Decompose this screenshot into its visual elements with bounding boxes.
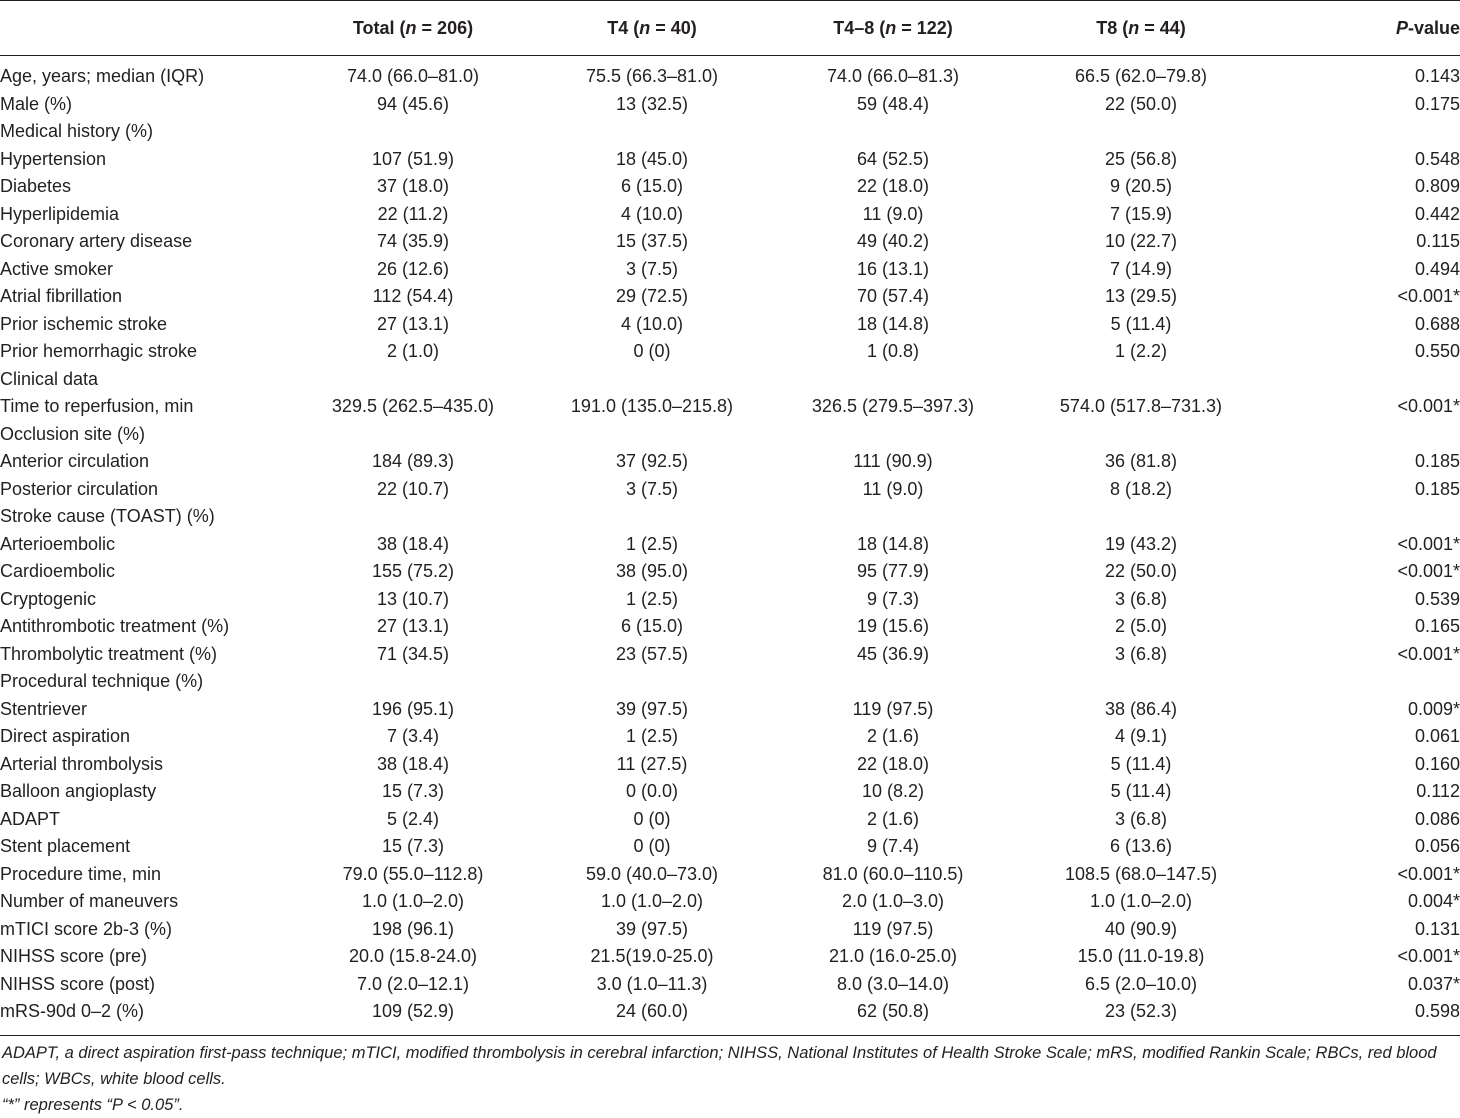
table-row	[0, 861, 1460, 889]
table-row	[0, 943, 1460, 971]
cell-label: Procedural technique (%)	[0, 671, 204, 691]
cell-label: Arterial thrombolysis	[0, 753, 164, 774]
table-row	[0, 613, 1460, 641]
table-row	[0, 778, 1460, 806]
table-row	[0, 91, 1460, 119]
cell-p-value	[1274, 503, 1460, 531]
cell-t8: 3 (6.8)	[1114, 643, 1168, 664]
header-t4: T4 (n = 40)	[526, 1, 778, 56]
table-row	[0, 421, 1460, 449]
cell-total: 112 (54.4)	[372, 286, 454, 306]
cell-label: Thrombolytic treatment (%)	[0, 643, 218, 664]
cell-p-value: 0.185	[1414, 451, 1460, 471]
cell-t4-8: 22 (18.0)	[856, 176, 930, 196]
cell-t4-8: 81.0 (60.0–110.5)	[822, 863, 964, 884]
cell-t4: 191.0 (135.0–215.8)	[570, 396, 734, 416]
cell-label: Posterior circulation	[0, 478, 159, 499]
cell-t8	[1008, 366, 1274, 394]
cell-p-value: 0.160	[1414, 753, 1460, 774]
cell-label: Stroke cause (TOAST) (%)	[0, 506, 215, 526]
cell-p-value: <0.001*	[1397, 533, 1460, 554]
cell-t4-8: 2.0 (1.0–3.0)	[841, 891, 945, 911]
cell-t4-8: 49 (40.2)	[856, 231, 930, 251]
cell-total: 38 (18.4)	[376, 753, 450, 774]
cell-p-value: 0.598	[1274, 998, 1460, 1035]
cell-label: NIHSS score (pre)	[0, 946, 148, 966]
table-row	[0, 971, 1460, 999]
cell-t4: 1 (2.5)	[625, 588, 679, 609]
table-row	[0, 201, 1460, 229]
cell-t4: 75.5 (66.3–81.0)	[585, 66, 719, 86]
cell-t8: 9 (20.5)	[1109, 176, 1173, 196]
cell-t4-8: 1 (0.8)	[866, 341, 920, 361]
cell-total: 329.5 (262.5–435.0)	[331, 396, 495, 416]
table-row	[0, 503, 1460, 531]
cell-t4: 1 (2.5)	[625, 533, 679, 554]
cell-t4-8: 2 (1.6)	[866, 726, 920, 746]
cell-label: Clinical data	[0, 368, 99, 389]
cell-t4-8: 70 (57.4)	[856, 286, 930, 306]
table-row	[0, 256, 1460, 284]
cell-total	[300, 118, 526, 146]
cell-label: Cardioembolic	[0, 561, 116, 581]
cell-total: 37 (18.0)	[376, 176, 450, 196]
cell-t4: 37 (92.5)	[615, 451, 689, 471]
cell-total	[300, 366, 526, 394]
cell-t4	[526, 366, 778, 394]
cell-total: 22 (10.7)	[376, 478, 450, 499]
cell-t4-8: 45 (36.9)	[856, 643, 930, 664]
cell-total: 196 (95.1)	[371, 698, 455, 719]
cell-total: 27 (13.1)	[376, 616, 450, 636]
cell-t4: 4 (10.0)	[620, 203, 684, 224]
cell-t4: 39 (97.5)	[615, 698, 689, 719]
cell-t4-8: 21.0 (16.0-25.0)	[828, 946, 958, 966]
cell-total: 71 (34.5)	[376, 643, 450, 664]
cell-t4	[526, 421, 778, 449]
cell-total: 15 (7.3)	[381, 836, 445, 856]
cell-p-value	[1274, 668, 1460, 696]
cell-total: 15 (7.3)	[381, 781, 445, 801]
cell-t4: 23 (57.5)	[615, 643, 689, 664]
cell-p-value: <0.001*	[1397, 946, 1460, 966]
table-row	[0, 531, 1460, 559]
cell-t4-8: 74.0 (66.0–81.3)	[826, 66, 960, 86]
cell-label: Occlusion site (%)	[0, 423, 146, 444]
cell-t4-8: 62 (50.8)	[778, 998, 1008, 1035]
cell-t8: 5 (11.4)	[1110, 753, 1172, 774]
table-row	[0, 888, 1460, 916]
cell-p-value: <0.001*	[1397, 286, 1460, 306]
cell-t4-8: 111 (90.9)	[853, 451, 933, 471]
cell-total	[300, 421, 526, 449]
cell-t8	[1008, 118, 1274, 146]
cell-p-value: 0.175	[1414, 93, 1460, 114]
cell-total: 74.0 (66.0–81.0)	[346, 66, 480, 86]
cell-total: 155 (75.2)	[371, 561, 455, 581]
cell-t4-8: 19 (15.6)	[856, 616, 930, 636]
cell-t8	[1008, 503, 1274, 531]
cell-total: 38 (18.4)	[376, 533, 450, 554]
cell-t4-8	[778, 503, 1008, 531]
cell-label: mTICI score 2b-3 (%)	[0, 918, 173, 939]
cell-label: Hyperlipidemia	[0, 203, 120, 224]
cell-total: 26 (12.6)	[376, 258, 450, 279]
cell-total: 27 (13.1)	[376, 313, 450, 334]
cell-t4-8: 119 (97.5)	[852, 918, 934, 939]
cell-p-value: 0.550	[1414, 341, 1460, 361]
cell-t8: 3 (6.8)	[1114, 588, 1168, 609]
cell-p-value: 0.061	[1414, 726, 1460, 746]
footnote-significance: “*” represents “P < 0.05”.	[2, 1096, 184, 1114]
table-header-row	[0, 1, 1460, 56]
cell-total: 2 (1.0)	[386, 341, 440, 361]
cell-t4: 11 (27.5)	[616, 753, 688, 774]
cell-t4-8: 326.5 (279.5–397.3)	[811, 396, 975, 416]
table-row	[0, 586, 1460, 614]
cell-total: 198 (96.1)	[371, 918, 455, 939]
cell-t4-8: 9 (7.3)	[866, 588, 920, 609]
cell-p-value: 0.539	[1414, 588, 1460, 609]
table-row	[0, 641, 1460, 669]
cell-t8: 22 (50.0)	[1104, 561, 1178, 581]
cell-t4: 3.0 (1.0–11.3)	[596, 973, 708, 994]
cell-label: Coronary artery disease	[0, 231, 193, 251]
cell-label: Balloon angioplasty	[0, 781, 157, 801]
cell-total: 13 (10.7)	[376, 588, 450, 609]
header-t4-8: T4–8 (n = 122)	[778, 1, 1008, 56]
cell-t4: 38 (95.0)	[615, 561, 689, 581]
cell-t8: 1 (2.2)	[1114, 341, 1168, 361]
cell-t8: 38 (86.4)	[1104, 698, 1178, 719]
cell-t4: 21.5(19.0-25.0)	[590, 946, 714, 966]
table-row	[0, 338, 1460, 366]
cell-label: Atrial fibrillation	[0, 286, 123, 306]
cell-label: Stentriever	[0, 698, 88, 719]
cell-p-value: 0.809	[1414, 176, 1460, 196]
cell-p-value: 0.037*	[1407, 973, 1460, 994]
cell-total: 1.0 (1.0–2.0)	[361, 891, 465, 911]
cell-t4-8	[778, 366, 1008, 394]
cell-t8	[1008, 421, 1274, 449]
table-row	[0, 668, 1460, 696]
cell-t8: 10 (22.7)	[1104, 231, 1178, 251]
cell-t8: 19 (43.2)	[1104, 533, 1178, 554]
cell-label: Antithrombotic treatment (%)	[0, 616, 230, 636]
cell-p-value: 0.548	[1414, 148, 1460, 169]
cell-label: Stent placement	[0, 836, 131, 856]
cell-label: mRS-90d 0–2 (%)	[0, 998, 300, 1035]
cell-label: NIHSS score (post)	[0, 973, 156, 994]
cell-t8: 8 (18.2)	[1109, 478, 1173, 499]
cell-t4-8: 9 (7.4)	[866, 836, 920, 856]
cell-label: Age, years; median (IQR)	[0, 66, 205, 86]
cell-p-value: 0.009*	[1407, 698, 1460, 719]
table-row	[0, 173, 1460, 201]
cell-label: Procedure time, min	[0, 863, 162, 884]
cell-t4	[526, 668, 778, 696]
cell-t4	[526, 118, 778, 146]
cell-t8: 23 (52.3)	[1008, 998, 1274, 1035]
cell-t4-8: 64 (52.5)	[856, 148, 930, 169]
cell-p-value: 0.185	[1414, 478, 1460, 499]
cell-t4: 0 (0)	[633, 836, 671, 856]
cell-t8: 1.0 (1.0–2.0)	[1089, 891, 1193, 911]
cell-label: ADAPT	[0, 808, 61, 829]
cell-t4: 18 (45.0)	[615, 148, 689, 169]
header-label	[0, 1, 300, 56]
table-row	[0, 833, 1460, 861]
cell-t8: 7 (14.9)	[1109, 258, 1173, 279]
cell-t4-8: 2 (1.6)	[866, 808, 920, 829]
cell-t4: 24 (60.0)	[526, 998, 778, 1035]
cell-label: Arterioembolic	[0, 533, 116, 554]
cell-total: 5 (2.4)	[386, 808, 440, 829]
cell-t4-8: 16 (13.1)	[856, 258, 930, 279]
cell-label: Medical history (%)	[0, 121, 154, 141]
cell-t8: 6 (13.6)	[1109, 836, 1173, 856]
cell-t8: 36 (81.8)	[1104, 451, 1178, 471]
cell-p-value: 0.086	[1414, 808, 1460, 829]
cell-t8: 108.5 (68.0–147.5)	[1064, 863, 1218, 884]
cell-t8: 3 (6.8)	[1114, 808, 1168, 829]
cell-t8: 40 (90.9)	[1104, 918, 1178, 939]
cell-p-value: 0.131	[1414, 918, 1460, 939]
table-row	[0, 476, 1460, 504]
footnote-abbreviations: ADAPT, a direct aspiration first-pass technique; mTICI, modified thrombolysis in cerebral infarction; NIHSS, National Institutes of Health Stroke Scale; mRS, modified Rankin Scale; RBCs, red blood cells; WBCs, white blood cells.	[2, 1044, 1437, 1088]
cell-t8: 15.0 (11.0-19.8)	[1077, 946, 1205, 966]
cell-t8: 5 (11.4)	[1110, 781, 1172, 801]
cell-t4	[526, 503, 778, 531]
header-p-value: P-value	[1274, 1, 1460, 56]
cell-t8: 22 (50.0)	[1104, 93, 1178, 114]
cell-t4-8: 11 (9.0)	[862, 203, 924, 224]
table-row	[0, 118, 1460, 146]
cell-p-value	[1274, 118, 1460, 146]
cell-t8: 2 (5.0)	[1114, 616, 1168, 636]
cell-t4-8: 95 (77.9)	[856, 561, 930, 581]
cell-t4-8: 18 (14.8)	[856, 313, 930, 334]
cell-t4: 29 (72.5)	[615, 286, 689, 306]
cell-t4-8	[778, 421, 1008, 449]
table-row	[0, 56, 1460, 91]
cell-t8	[1008, 668, 1274, 696]
cell-p-value	[1274, 421, 1460, 449]
header-total: Total (n = 206)	[300, 1, 526, 56]
cell-t4: 1.0 (1.0–2.0)	[600, 891, 704, 911]
cell-label: Cryptogenic	[0, 588, 97, 609]
cell-total: 184 (89.3)	[371, 451, 455, 471]
table-footnotes	[2, 1040, 1458, 1118]
cell-t4: 1 (2.5)	[625, 726, 679, 746]
cell-label: Hypertension	[0, 148, 107, 169]
table-row	[0, 696, 1460, 724]
cell-p-value: 0.494	[1414, 258, 1460, 279]
cell-total: 109 (52.9)	[300, 998, 526, 1035]
cell-t8: 574.0 (517.8–731.3)	[1059, 396, 1223, 416]
table-row	[0, 751, 1460, 779]
cell-t8: 25 (56.8)	[1104, 148, 1178, 169]
cell-p-value: <0.001*	[1397, 561, 1460, 581]
cell-t4-8	[778, 118, 1008, 146]
table-row	[0, 916, 1460, 944]
cell-p-value: <0.001*	[1397, 396, 1460, 416]
cell-t8: 6.5 (2.0–10.0)	[1084, 973, 1198, 994]
cell-total: 7.0 (2.0–12.1)	[356, 973, 470, 994]
cell-total: 94 (45.6)	[376, 93, 450, 114]
cell-t4: 13 (32.5)	[615, 93, 689, 114]
cell-t4: 6 (15.0)	[620, 176, 684, 196]
cell-t4: 4 (10.0)	[620, 313, 684, 334]
cell-t4: 15 (37.5)	[615, 231, 689, 251]
cell-label: Active smoker	[0, 258, 114, 279]
cell-p-value: 0.442	[1414, 203, 1460, 224]
cell-total	[300, 503, 526, 531]
table-row	[0, 558, 1460, 586]
cell-total: 7 (3.4)	[386, 726, 440, 746]
cell-label: Direct aspiration	[0, 726, 131, 746]
cell-p-value: 0.112	[1416, 781, 1460, 801]
cell-t4: 3 (7.5)	[625, 258, 679, 279]
cell-t8: 4 (9.1)	[1114, 726, 1168, 746]
cell-label: Prior hemorrhagic stroke	[0, 341, 198, 361]
cell-t8: 13 (29.5)	[1104, 286, 1178, 306]
table-row	[0, 723, 1460, 751]
cell-t4-8: 59 (48.4)	[856, 93, 930, 114]
cell-label: Diabetes	[0, 176, 72, 196]
cell-t8: 7 (15.9)	[1109, 203, 1173, 224]
cell-p-value: 0.056	[1414, 836, 1460, 856]
cell-t4-8: 11 (9.0)	[862, 478, 924, 499]
cell-total: 74 (35.9)	[376, 231, 450, 251]
cell-t4-8	[778, 668, 1008, 696]
cell-t4-8: 119 (97.5)	[852, 698, 934, 719]
table-row	[0, 393, 1460, 421]
cell-total: 20.0 (15.8-24.0)	[348, 946, 478, 966]
table-row	[0, 228, 1460, 256]
table-row	[0, 448, 1460, 476]
cell-p-value: 0.004*	[1407, 891, 1460, 911]
cell-t8: 66.5 (62.0–79.8)	[1074, 66, 1208, 86]
cell-label: Anterior circulation	[0, 451, 150, 471]
cell-t4: 0 (0)	[633, 341, 671, 361]
cell-label: Prior ischemic stroke	[0, 313, 168, 334]
cell-p-value: <0.001*	[1397, 863, 1460, 884]
cell-p-value	[1274, 366, 1460, 394]
cell-t4-8: 18 (14.8)	[856, 533, 930, 554]
table-body	[0, 56, 1460, 1036]
cell-t4: 3 (7.5)	[625, 478, 679, 499]
cell-p-value: 0.165	[1414, 616, 1460, 636]
cell-t4-8: 22 (18.0)	[856, 753, 930, 774]
header-t8: T8 (n = 44)	[1008, 1, 1274, 56]
cell-label: Time to reperfusion, min	[0, 396, 194, 416]
cell-t4-8: 8.0 (3.0–14.0)	[836, 973, 950, 994]
cell-t4: 59.0 (40.0–73.0)	[585, 863, 719, 884]
cell-total: 107 (51.9)	[371, 148, 455, 169]
table-row	[0, 311, 1460, 339]
cell-total: 22 (11.2)	[377, 203, 449, 224]
cell-t4: 0 (0)	[633, 808, 671, 829]
table-row	[0, 806, 1460, 834]
cell-total	[300, 668, 526, 696]
table-row	[0, 998, 1460, 1035]
cell-label: Number of maneuvers	[0, 891, 179, 911]
cell-label: Male (%)	[0, 93, 73, 114]
table-row	[0, 146, 1460, 174]
cell-t8: 5 (11.4)	[1110, 313, 1172, 334]
cell-t4-8: 10 (8.2)	[861, 781, 925, 801]
cell-t4: 6 (15.0)	[620, 616, 684, 636]
cell-p-value: 0.688	[1414, 313, 1460, 334]
cell-p-value: 0.143	[1414, 66, 1460, 86]
cell-p-value: 0.115	[1416, 231, 1460, 251]
table-row	[0, 283, 1460, 311]
table-row	[0, 366, 1460, 394]
cell-total: 79.0 (55.0–112.8)	[342, 863, 484, 884]
cell-p-value: <0.001*	[1397, 643, 1460, 664]
cell-t4: 0 (0.0)	[625, 781, 679, 801]
cell-t4: 39 (97.5)	[615, 918, 689, 939]
